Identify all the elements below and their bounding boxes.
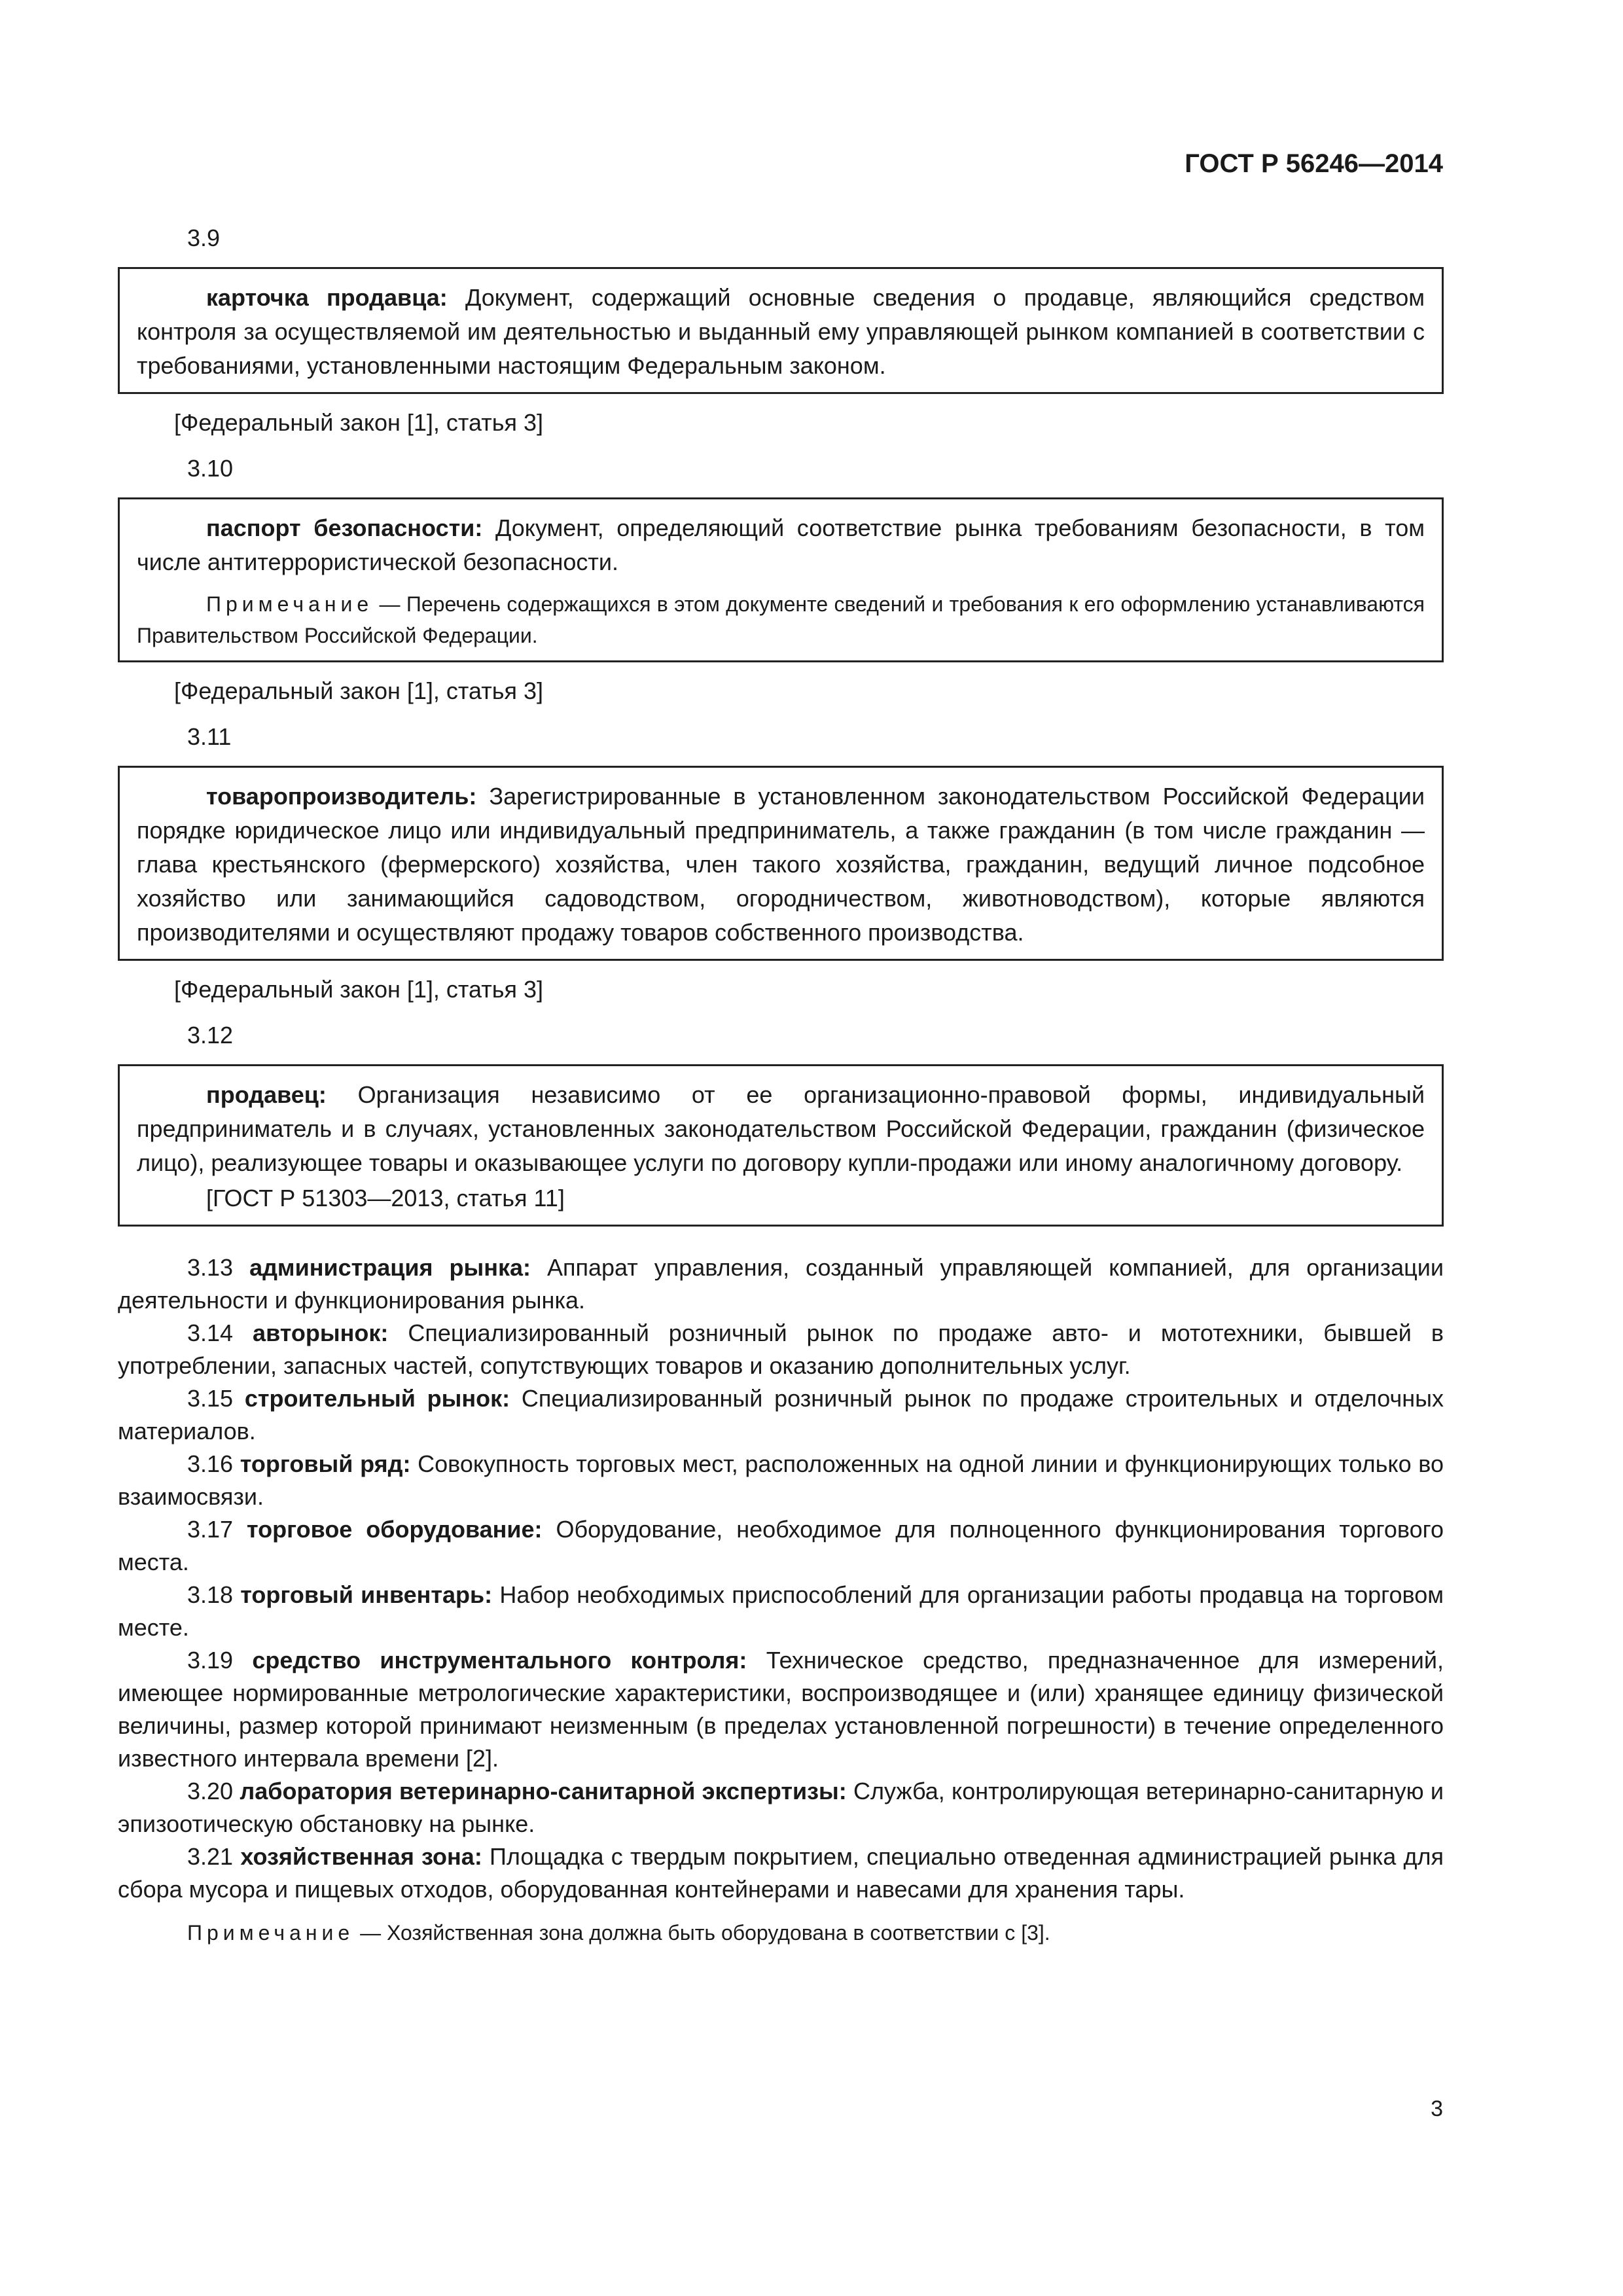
definition-number: 3.17 <box>187 1516 234 1543</box>
term-name: товаропроизводитель: <box>206 783 477 810</box>
term-name: паспорт безопасности: <box>206 514 483 541</box>
definition-text: Набор необходимых приспособлений для организации работы продавца на торговом месте. <box>118 1581 1444 1641</box>
definition-text: Совокупность торговых мест, расположенных на одной линии и функционирующих только во взаимосвязи. <box>118 1450 1444 1510</box>
term-definition <box>137 780 1425 950</box>
definition-text: Оборудование, необходимое для полноценного функционирования торгового места. <box>118 1516 1444 1575</box>
term-name: карточка продавца: <box>206 284 448 311</box>
definition-term: торговый ряд: <box>240 1450 411 1477</box>
term-text: Организация независимо от ее организационно-правовой формы, индивидуальный предприниматель и в случаях, установленных законодательством Российской Федерации, гражданин (физическое лицо), реализующее товары и оказывающее услуги по договору купли-продажи или иному аналогичному договору. <box>137 1081 1425 1176</box>
term-text: Документ, содержащий основные сведения о продавце, являющийся средством контроля за осуществляемой им деятельностью и выданный ему управляющей рынком компанией в соответствии с требованиями, установленными настоящим Федеральным законом. <box>137 284 1425 379</box>
term-definition-box <box>118 1064 1444 1227</box>
term-source: [Федеральный закон [1], статья 3] <box>174 677 543 704</box>
definition-item <box>118 1644 1444 1775</box>
definition-number: 3.19 <box>187 1647 234 1674</box>
definition-text: Техническое средство, предназначенное для измерений, имеющее нормированные метрологические характеристики, воспроизводящее и (или) хранящее единицу физической величины, размер которой принимают неизменным (в пределах установленной погрешности) в течение определенного известного интервала времени [2]. <box>118 1647 1444 1772</box>
definition-text: Площадка с твердым покрытием, специально отведенная администрацией рынка для сбора мусора и пищевых отходов, оборудованная контейнерами и навесами для хранения тары. <box>118 1843 1444 1903</box>
definition-text: Аппарат управления, созданный управляющей компанией, для организации деятельности и функционирования рынка. <box>118 1254 1444 1314</box>
definition-item <box>118 1579 1444 1644</box>
note-label: Примечание <box>187 1921 355 1945</box>
term-number: 3.10 <box>187 455 234 482</box>
term-number: 3.11 <box>187 723 232 750</box>
definition-text: Специализированный розничный рынок по продаже авто- и мототехники, бывшей в употреблении, запасных частей, сопутствующих товаров и оказанию дополнительных услуг. <box>118 1319 1444 1379</box>
definition-term: средство инструментального контроля: <box>252 1647 747 1674</box>
definition-item <box>118 1840 1444 1906</box>
term-text: Зарегистрированные в установленном законодательством Российской Федерации порядке юридическое лицо или индивидуальный предприниматель, а также гражданин (в том числе гражданин — глава крестьянского (фермерского) хозяйства, член такого хозяйства, гражданин, ведущий личное подсобное хозяйство или занимающийся садоводством, огородничеством, животноводством), которые являются производителями и осуществляют продажу товаров собственного производства. <box>137 783 1425 946</box>
definition-item <box>118 1317 1444 1382</box>
term-source: [Федеральный закон [1], статья 3] <box>174 976 543 1003</box>
definition-term: лаборатория ветеринарно-санитарной экспертизы: <box>240 1778 847 1804</box>
definition-number: 3.15 <box>187 1385 234 1412</box>
definition-text: Служба, контролирующая ветеринарно-санитарную и эпизоотическую обстановку на рынке. <box>118 1778 1444 1837</box>
definition-term: торговый инвентарь: <box>240 1581 493 1608</box>
definition-number: 3.13 <box>187 1254 234 1281</box>
term-source: [Федеральный закон [1], статья 3] <box>174 409 543 436</box>
definition-term: строительный рынок: <box>244 1385 510 1412</box>
note-text: — Хозяйственная зона должна быть оборудована в соответствии с [3]. <box>354 1921 1050 1945</box>
document-header: ГОСТ Р 56246—2014 <box>1185 149 1443 178</box>
definition-item <box>118 1251 1444 1317</box>
definition-list <box>118 1251 1444 1906</box>
term-text: Документ, определяющий соответствие рынка требованиям безопасности, в том числе антитеррористической безопасности. <box>137 514 1425 575</box>
term-number: 3.9 <box>187 224 221 251</box>
term-note <box>137 588 1425 651</box>
note-text: — Перечень содержащихся в этом документе сведений и требования к его оформлению устанавливаются Правительством Российской Федерации. <box>137 592 1425 647</box>
term-name: продавец: <box>206 1081 327 1108</box>
term-definition-box <box>118 267 1444 394</box>
final-note <box>118 1916 1444 1949</box>
page-number: 3 <box>1431 2096 1443 2121</box>
term-definition <box>137 1078 1425 1180</box>
definition-term: хозяйственная зона: <box>240 1843 482 1870</box>
definition-item <box>118 1513 1444 1579</box>
definition-term: торговое оборудование: <box>247 1516 543 1543</box>
definition-term: администрация рынка: <box>249 1254 531 1281</box>
definition-number: 3.21 <box>187 1843 234 1870</box>
definition-number: 3.16 <box>187 1450 234 1477</box>
term-definition-box <box>118 497 1444 662</box>
definition-term: авторынок: <box>253 1319 389 1346</box>
note-label: Примечание <box>206 592 374 616</box>
definition-number: 3.18 <box>187 1581 234 1608</box>
definition-item <box>118 1382 1444 1448</box>
term-number: 3.12 <box>187 1022 234 1049</box>
definition-number: 3.14 <box>187 1319 234 1346</box>
term-definition <box>137 281 1425 383</box>
definition-item <box>118 1775 1444 1840</box>
term-reference: [ГОСТ Р 51303—2013, статья 11] <box>206 1185 565 1211</box>
term-definition <box>137 511 1425 579</box>
definition-item <box>118 1448 1444 1513</box>
document-body <box>118 221 1444 1949</box>
definition-number: 3.20 <box>187 1778 234 1804</box>
term-definition-box <box>118 766 1444 961</box>
definition-text: Специализированный розничный рынок по продаже строительных и отделочных материалов. <box>118 1385 1444 1444</box>
